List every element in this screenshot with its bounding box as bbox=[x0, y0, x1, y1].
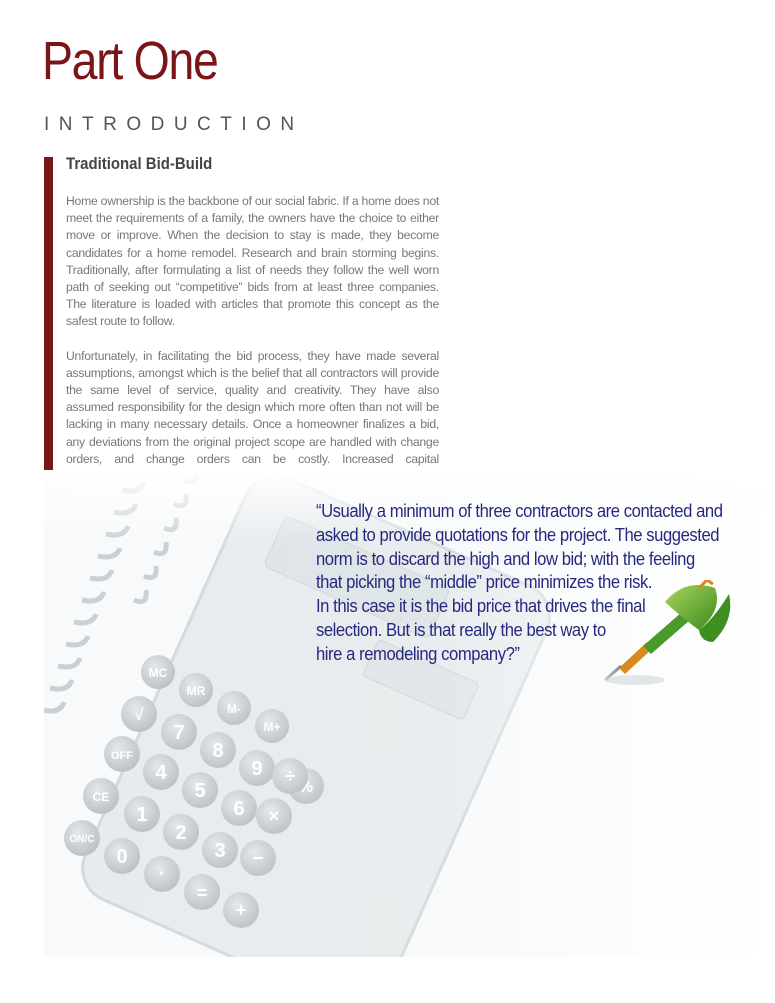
quote-line: asked to provide quotations for the project. The suggested bbox=[316, 523, 720, 545]
quote-line: hire a remodeling company?” bbox=[316, 642, 520, 664]
page-subtitle: INTRODUCTION bbox=[44, 114, 304, 135]
accent-bar bbox=[44, 157, 53, 475]
dart-icon bbox=[595, 580, 735, 690]
paragraph-2: Unfortunately, in facilitating the bid process, they have made several assumptions, amongst which is the belief that all contractors will provide the same level of service, quality and creativity. They have also assumed responsibility for the design which more often than not will be lacking in many necessary details. Once a homeowner finalizes a bid, any deviations from the original project scope are handled with change orders, and change orders can be costly. Increased capital bbox=[66, 348, 439, 466]
quote-line: “Usually a minimum of three contractors are contacted and bbox=[316, 500, 723, 521]
paragraph-1: Home ownership is the backbone of our social fabric. If a home does not meet the requirements of a family, the owners have the choice to either move or improve. When the decision to stay is made, they become candidates for a home remodel. Research and brain storming begins. Traditionally, after formulating a list of needs they follow the well worn path of seeking out “competitive” bids from at least three companies. The literature is loaded with articles that promote this concept as the safest route to follow. bbox=[66, 194, 439, 329]
body-text bbox=[66, 193, 439, 502]
quote-line: that picking the “middle” price minimizes the risk. bbox=[316, 571, 653, 593]
quote-line: norm is to discard the high and low bid; with the feeling bbox=[316, 547, 695, 569]
page-title: Part One bbox=[42, 31, 218, 91]
quote-line: In this case it is the bid price that drives the final bbox=[316, 595, 646, 617]
quote-line: selection. But is that really the best way to bbox=[316, 618, 606, 640]
section-heading: Traditional Bid-Build bbox=[66, 154, 213, 173]
